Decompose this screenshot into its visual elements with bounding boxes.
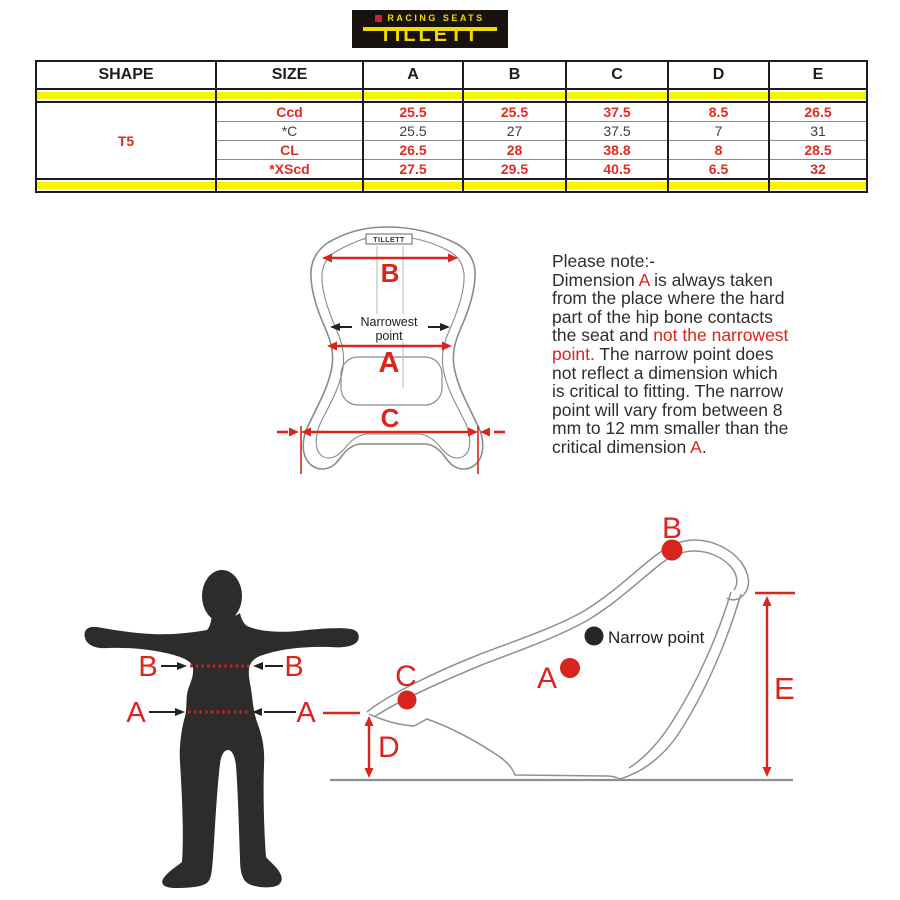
dimension-d-arrow bbox=[323, 713, 374, 778]
silhouette-figure bbox=[84, 570, 358, 888]
size-label: Ccd bbox=[216, 102, 363, 122]
logo-tagline: RACING SEATS bbox=[387, 13, 485, 23]
silhouette-head bbox=[202, 570, 242, 622]
logo-tagline-row bbox=[352, 13, 508, 23]
table-row: T5 Ccd 25.5 25.5 37.5 8.5 26.5 bbox=[36, 102, 867, 122]
logo-brand-name: TILLETT bbox=[379, 24, 481, 46]
size-table bbox=[35, 60, 868, 193]
seat-topview-diagram bbox=[255, 218, 530, 494]
size-label: *C bbox=[216, 122, 363, 141]
col-header-c: C bbox=[566, 61, 668, 89]
red-square-icon bbox=[375, 15, 382, 22]
narrowest-point-text-1: Narrowest bbox=[360, 315, 418, 329]
dimension-e-label: E bbox=[774, 671, 795, 706]
col-header-size: SIZE bbox=[216, 61, 363, 89]
col-header-shape: SHAPE bbox=[36, 61, 216, 89]
yellow-stripe-row bbox=[36, 89, 867, 102]
shape-value: T5 bbox=[36, 102, 216, 179]
yellow-stripe-row bbox=[36, 179, 867, 192]
brand-logo bbox=[352, 10, 508, 48]
table-row: *XScd 27.5 29.5 40.5 6.5 32 bbox=[36, 160, 867, 180]
table-header-row bbox=[36, 61, 867, 89]
table-row: *C 25.5 27 37.5 7 31 bbox=[36, 122, 867, 141]
narrow-point-marker bbox=[585, 627, 604, 646]
logo-brand-wrap bbox=[352, 23, 508, 47]
note-text: Please note:- Dimension A is always taken from the place where the hard part of the hip bone contacts the seat and not the narrowest point. The narrow point does not reflect a dimension which is critical to fitting. The narrow point will vary from between 8 mm to 12 mm smaller than the critical dimension A. bbox=[552, 251, 789, 457]
sideview-a-label: A bbox=[536, 662, 558, 695]
narrow-point-label: Narrow point bbox=[608, 628, 705, 647]
table-row: CL 26.5 28 38.8 8 28.5 bbox=[36, 141, 867, 160]
bottom-diagrams bbox=[60, 500, 820, 900]
col-header-e: E bbox=[769, 61, 867, 89]
figure-a-label-left: A bbox=[126, 697, 146, 729]
narrowest-point-arrow bbox=[330, 314, 450, 343]
figure-b-label-right: B bbox=[284, 651, 304, 683]
col-header-d: D bbox=[668, 61, 769, 89]
topview-mini-logo-text: TILLETT bbox=[373, 237, 405, 244]
col-header-a: A bbox=[363, 61, 463, 89]
narrowest-point-text-2: point bbox=[375, 329, 403, 343]
size-label: *XScd bbox=[216, 160, 363, 180]
sideview-c-label: C bbox=[395, 660, 417, 693]
sideview-b-label: B bbox=[661, 512, 683, 545]
dimension-b-label: B bbox=[380, 258, 400, 288]
point-a-marker bbox=[560, 658, 580, 678]
silhouette-body bbox=[84, 613, 358, 888]
dimension-a-label: A bbox=[378, 347, 400, 379]
seat-sideview-outline bbox=[367, 540, 748, 779]
dimension-c-label: C bbox=[380, 403, 400, 433]
point-c-marker bbox=[398, 691, 417, 710]
size-label: CL bbox=[216, 141, 363, 160]
dimension-d-label: D bbox=[378, 731, 400, 764]
topview-mini-logo bbox=[366, 234, 412, 244]
figure-b-label-left: B bbox=[138, 651, 158, 683]
figure-a-label-right: A bbox=[296, 697, 316, 729]
col-header-b: B bbox=[463, 61, 566, 89]
